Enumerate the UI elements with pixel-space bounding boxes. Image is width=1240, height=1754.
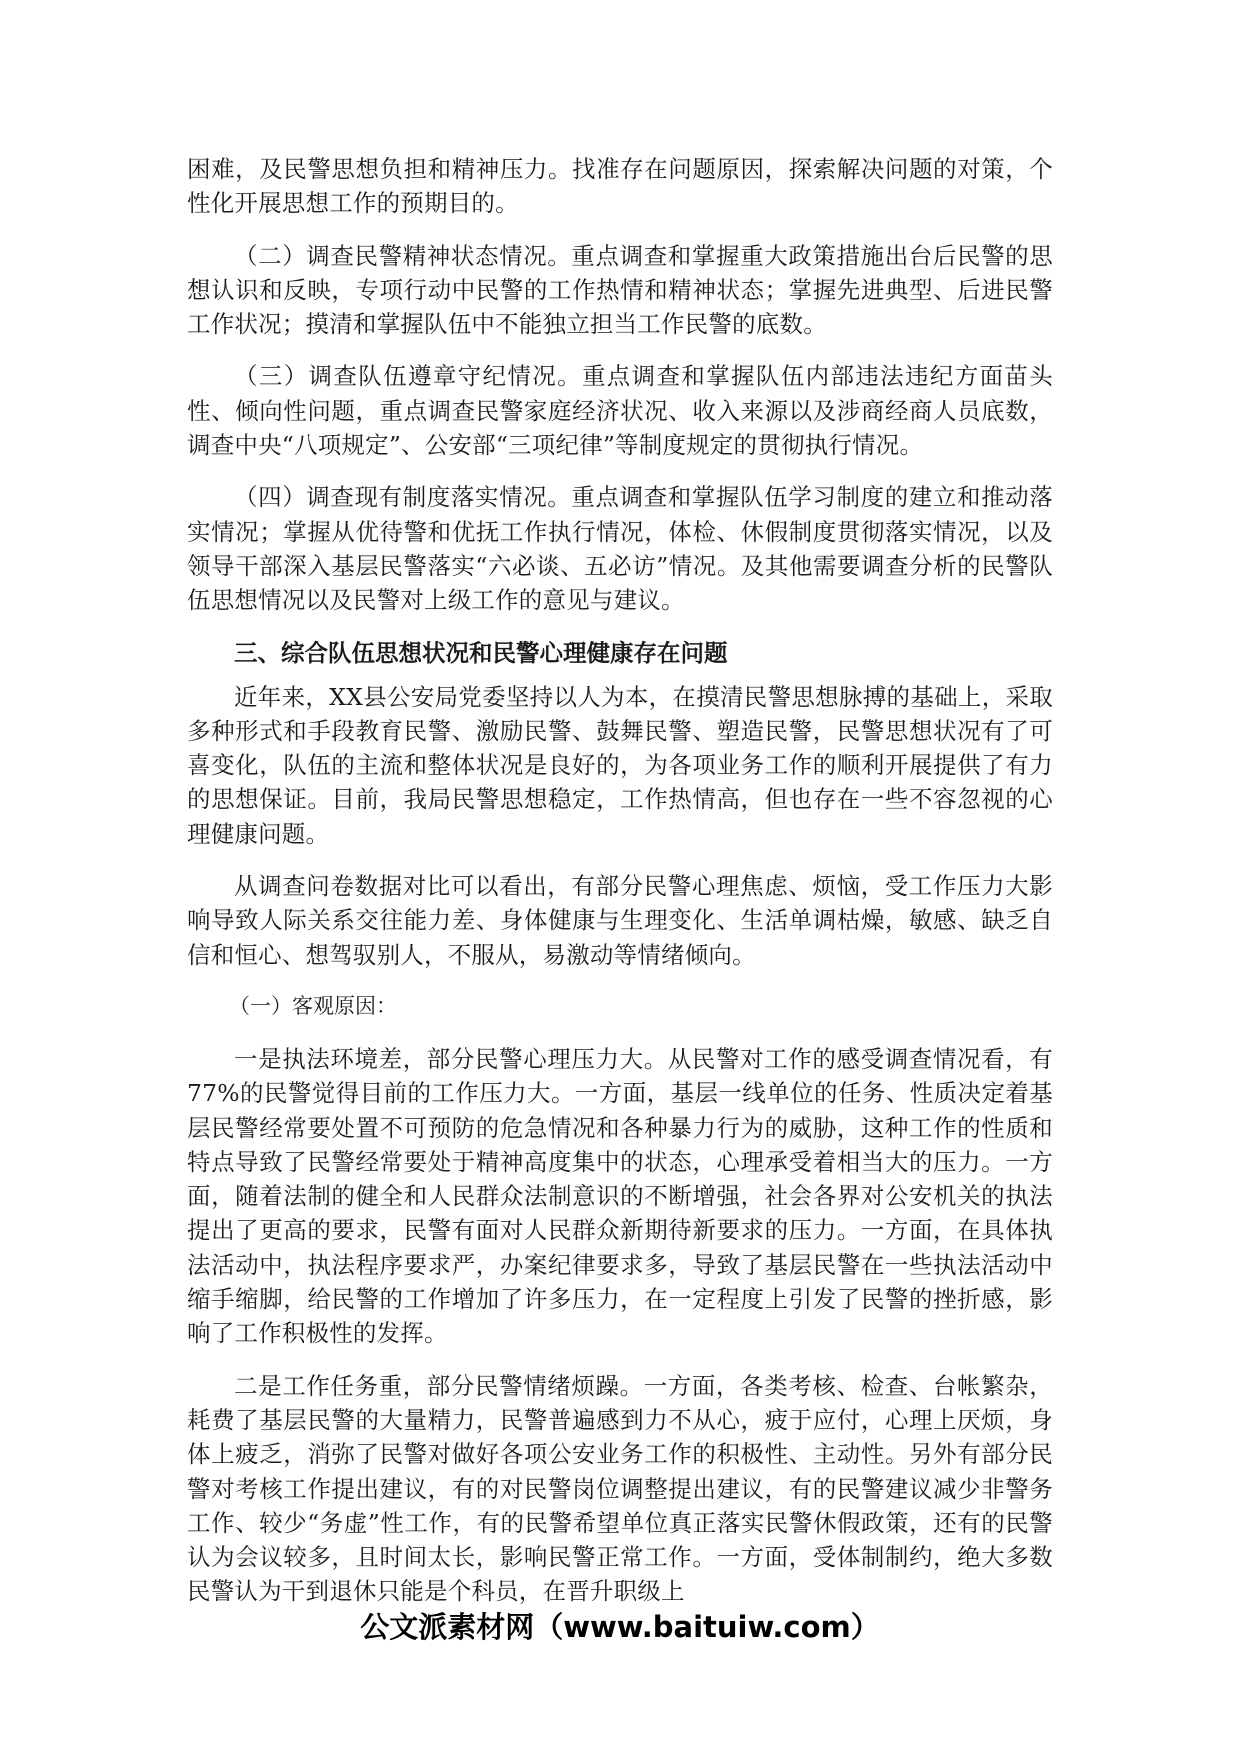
paragraph-overview: 近年来，XX县公安局党委坚持以人为本，在摸清民警思想脉搏的基础上，采取多种形式和手段教育民警、激励民警、鼓舞民警、塑造民警，民警思想状况有了可喜变化，队伍的主流和整体状况是良好的，为各项业务工作的顺利开展提供了有力的思想保证。目前，我局民警思想稳定，工作热情高，但也存在一些不容忽视的心理健康问题。: [187, 682, 1053, 848]
paragraph-survey-spirit: （二）调查民警精神状态情况。重点调查和掌握重大政策措施出台后民警的思想认识和反映，专项行动中民警的工作热情和精神状态；掌握先进典型、后进民警工作状况；摸清和掌握队伍中不能独立担当工作民警的底数。: [187, 241, 1053, 339]
paragraph-survey-system: （四）调查现有制度落实情况。重点调查和掌握队伍学习制度的建立和推动落实情况；掌握从优待警和优抚工作执行情况，体检、休假制度贯彻落实情况，以及领导干部深入基层民警落实“六必谈、五必访”情况。及其他需要调查分析的民警队伍思想情况以及民警对上级工作的意见与建议。: [187, 483, 1053, 615]
section-heading-3: 三、综合队伍思想状况和民警心理健康存在问题: [234, 638, 728, 667]
paragraph-survey-discipline: （三）调查队伍遵章守纪情况。重点调查和掌握队伍内部违法违纪方面苗头性、倾向性问题，重点调查民警家庭经济状况、收入来源以及涉商经商人员底数，调查中央“八项规定”、公安部“三项纪律”等制度规定的贯彻执行情况。: [187, 362, 1053, 460]
subheading-objective-causes: （一）客观原因：: [229, 993, 397, 1018]
paragraph-cause-two: 二是工作任务重，部分民警情绪烦躁。一方面，各类考核、检查、台帐繁杂，耗费了基层民警的大量精力，民警普遍感到力不从心，疲于应付，心理上厌烦，身体上疲乏，消弥了民警对做好各项公安业务工作的积极性、主动性。另外有部分民警对考核工作提出建议，有的对民警岗位调整提出建议，有的民警建议减少非警务工作、较少“务虚”性工作，有的民警希望单位真正落实民警休假政策，还有的民警认为会议较多，且时间太长，影响民警正常工作。一方面，受体制制约，绝大多数民警认为干到退休只能是个科员，在晋升职级上: [187, 1371, 1053, 1606]
paragraph-cause-one: 一是执法环境差，部分民警心理压力大。从民警对工作的感受调查情况看，有77%的民警觉得目前的工作压力大。一方面，基层一线单位的任务、性质决定着基层民警经常要处置不可预防的危急情况和各种暴力行为的威胁，这种工作的性质和特点导致了民警经常要处于精神高度集中的状态，心理承受着相当大的压力。一方面，随着法制的健全和人民群众法制意识的不断增强，社会各界对公安机关的执法提出了更高的要求，民警有面对人民群众新期待新要求的压力。一方面，在具体执法活动中，执法程序要求严，办案纪律要求多，导致了基层民警在一些执法活动中缩手缩脚，给民警的工作增加了许多压力，在一定程度上引发了民警的挫折感，影响了工作积极性的发挥。: [187, 1044, 1053, 1348]
document-body: [187, 152, 1053, 1627]
footer-watermark: 公文派素材网（www.baituiw.com）: [360, 1610, 880, 1644]
paragraph-continued: 困难，及民警思想负担和精神压力。找准存在问题原因，探索解决问题的对策，个性化开展思想工作的预期目的。: [187, 155, 1053, 218]
paragraph-survey-findings: 从调查问卷数据对比可以看出，有部分民警心理焦虑、烦恼，受工作压力大影响导致人际关系交往能力差、身体健康与生理变化、生活单调枯燥，敏感、缺乏自信和恒心、想驾驭别人，不服从，易激动等情绪倾向。: [187, 872, 1053, 969]
